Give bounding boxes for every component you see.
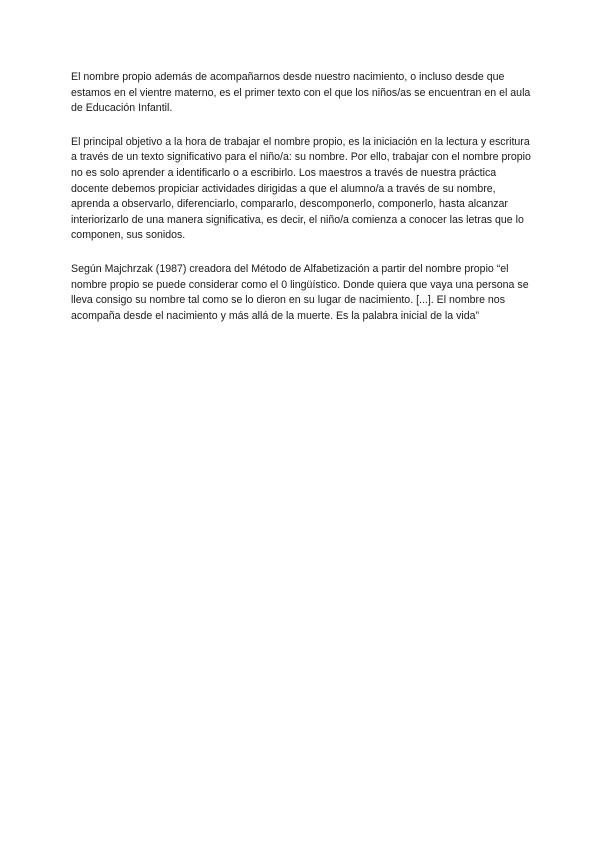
paragraph-quote: Según Majchrzak (1987) creadora del Método de Alfabetización a partir del nombre propio “el nombre propio se puede considerar como el 0 lingüístico. Donde quiera que vaya una persona se lleva consigo su nombre tal como se lo dieron en su lugar de nacimiento. [...]. El nombre nos acompaña desde el nacimiento y más allá de la muerte. Es la palabra inicial de la vida”	[71, 262, 529, 322]
document-body	[71, 70, 531, 342]
paragraph-intro: El nombre propio además de acompañarnos desde nuestro nacimiento, o incluso desde que estamos en el vientre materno, es el primer texto con el que los niños/as se encuentran en el aula de Educación Infantil.	[71, 71, 531, 115]
paragraph-objective: El principal objetivo a la hora de trabajar el nombre propio, es la iniciación en la lectura y escritura a través de un texto significativo para el niño/a: su nombre. Por ello, trabajar con el nombre propio no es solo aprender a identificarlo o a escribirlo. Los maestros a través de nuestra práctica docente debemos propiciar actividades dirigidas a que el alumno/a a través de su nombre, aprenda a observarlo, diferenciarlo, compararlo, descomponerlo, componerlo, hasta alcanzar interiorizarlo de una manera significativa, es decir, el niño/a comienza a conocer las letras que lo componen, sus sonidos.	[71, 135, 531, 242]
